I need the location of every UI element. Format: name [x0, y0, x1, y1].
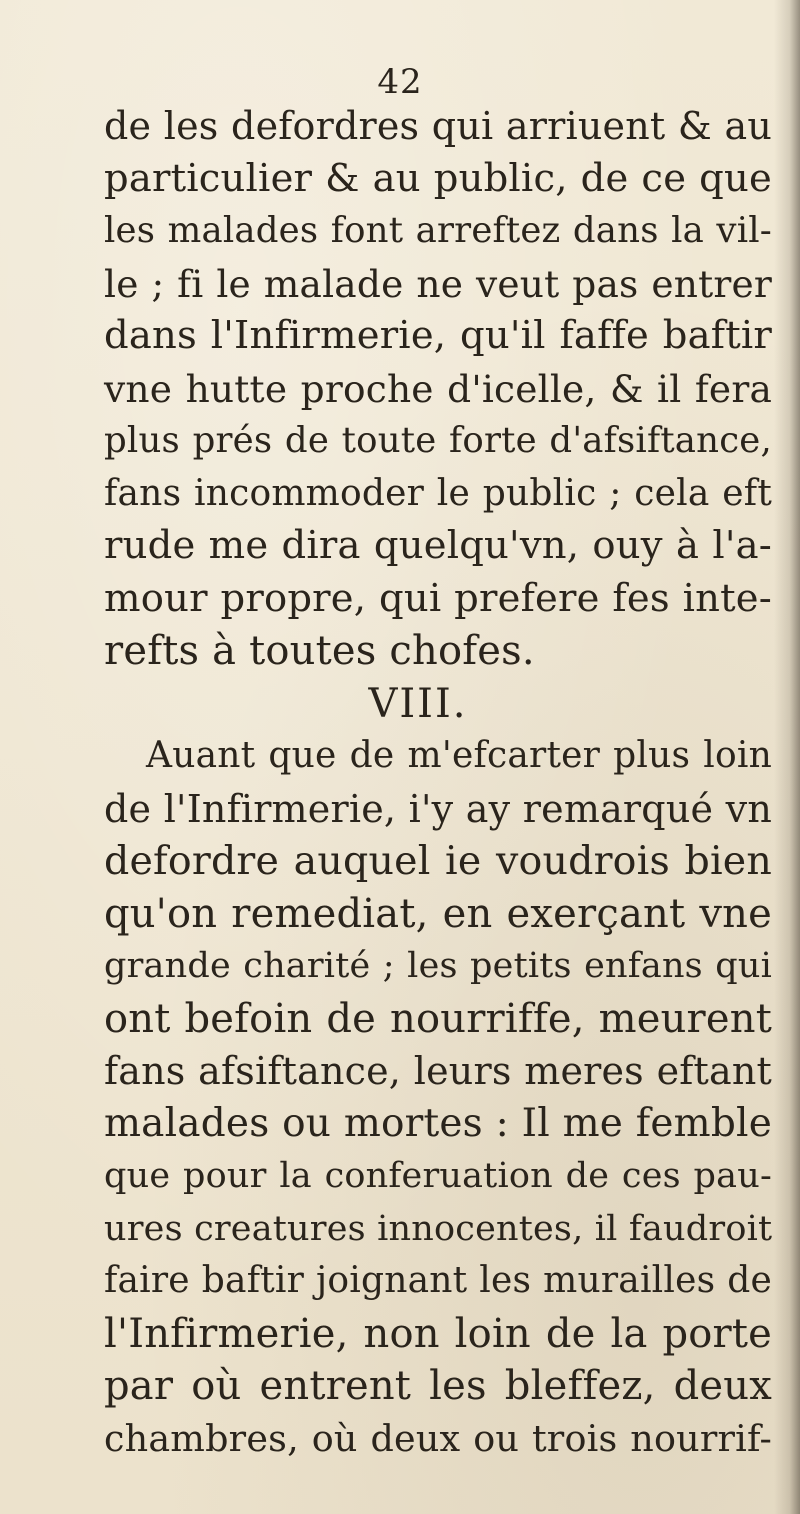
text-line: l'Infirmerie, non loin de la porte — [104, 1310, 772, 1357]
text-line: ures creatures innocentes, il faudroit — [104, 1208, 773, 1249]
text-line: fans incommoder le public ; cela eft — [104, 472, 772, 514]
page-edge-shadow — [774, 0, 800, 1514]
text-line: rude me dira quelqu'vn, ouy à l'a- — [104, 523, 772, 568]
text-line: de l'Infirmerie, i'y ay remarqué vn — [104, 786, 772, 831]
page-number: 42 — [377, 62, 423, 102]
text-line: qu'on remediat, en exerçant vne — [104, 890, 772, 937]
text-line: grande charité ; les petits enfans qui — [104, 946, 772, 986]
text-line: ont befoin de nourriffe, meurent — [104, 995, 772, 1042]
text-line: refts à toutes chofes. — [104, 628, 535, 674]
text-line: mour propre, qui prefere fes inte- — [104, 575, 772, 621]
text-line: que pour la conferuation de ces pau- — [104, 1156, 772, 1196]
text-line: par où entrent les bleffez, deux — [104, 1363, 772, 1409]
text-line: vne hutte proche d'icelle, & il fera — [104, 366, 772, 411]
text-line: dans l'Infirmerie, qu'il faffe baftir — [104, 313, 772, 358]
text-line: plus prés de toute forte d'afsiftance, — [104, 420, 772, 461]
section-heading: VIII. — [368, 680, 468, 727]
text-line: fans afsiftance, leurs meres eftant — [104, 1049, 772, 1093]
text-line: de les defordres qui arriuent & au — [104, 104, 772, 148]
text-line: chambres, où deux ou trois nourrif- — [104, 1416, 772, 1460]
text-line: Auant que de m'efcarter plus loin — [146, 735, 772, 776]
text-line: le ; fi le malade ne veut pas entrer — [104, 261, 772, 306]
text-line: les malades font arreftez dans la vil- — [104, 210, 772, 251]
text-line: particulier & au public, de ce que — [104, 155, 772, 201]
text-line: defordre auquel ie voudrois bien — [104, 838, 772, 884]
page-text — [104, 100, 772, 1465]
text-line: malades ou mortes : Il me femble — [104, 1100, 772, 1146]
text-line: faire baftir joignant les murailles de — [104, 1260, 772, 1301]
